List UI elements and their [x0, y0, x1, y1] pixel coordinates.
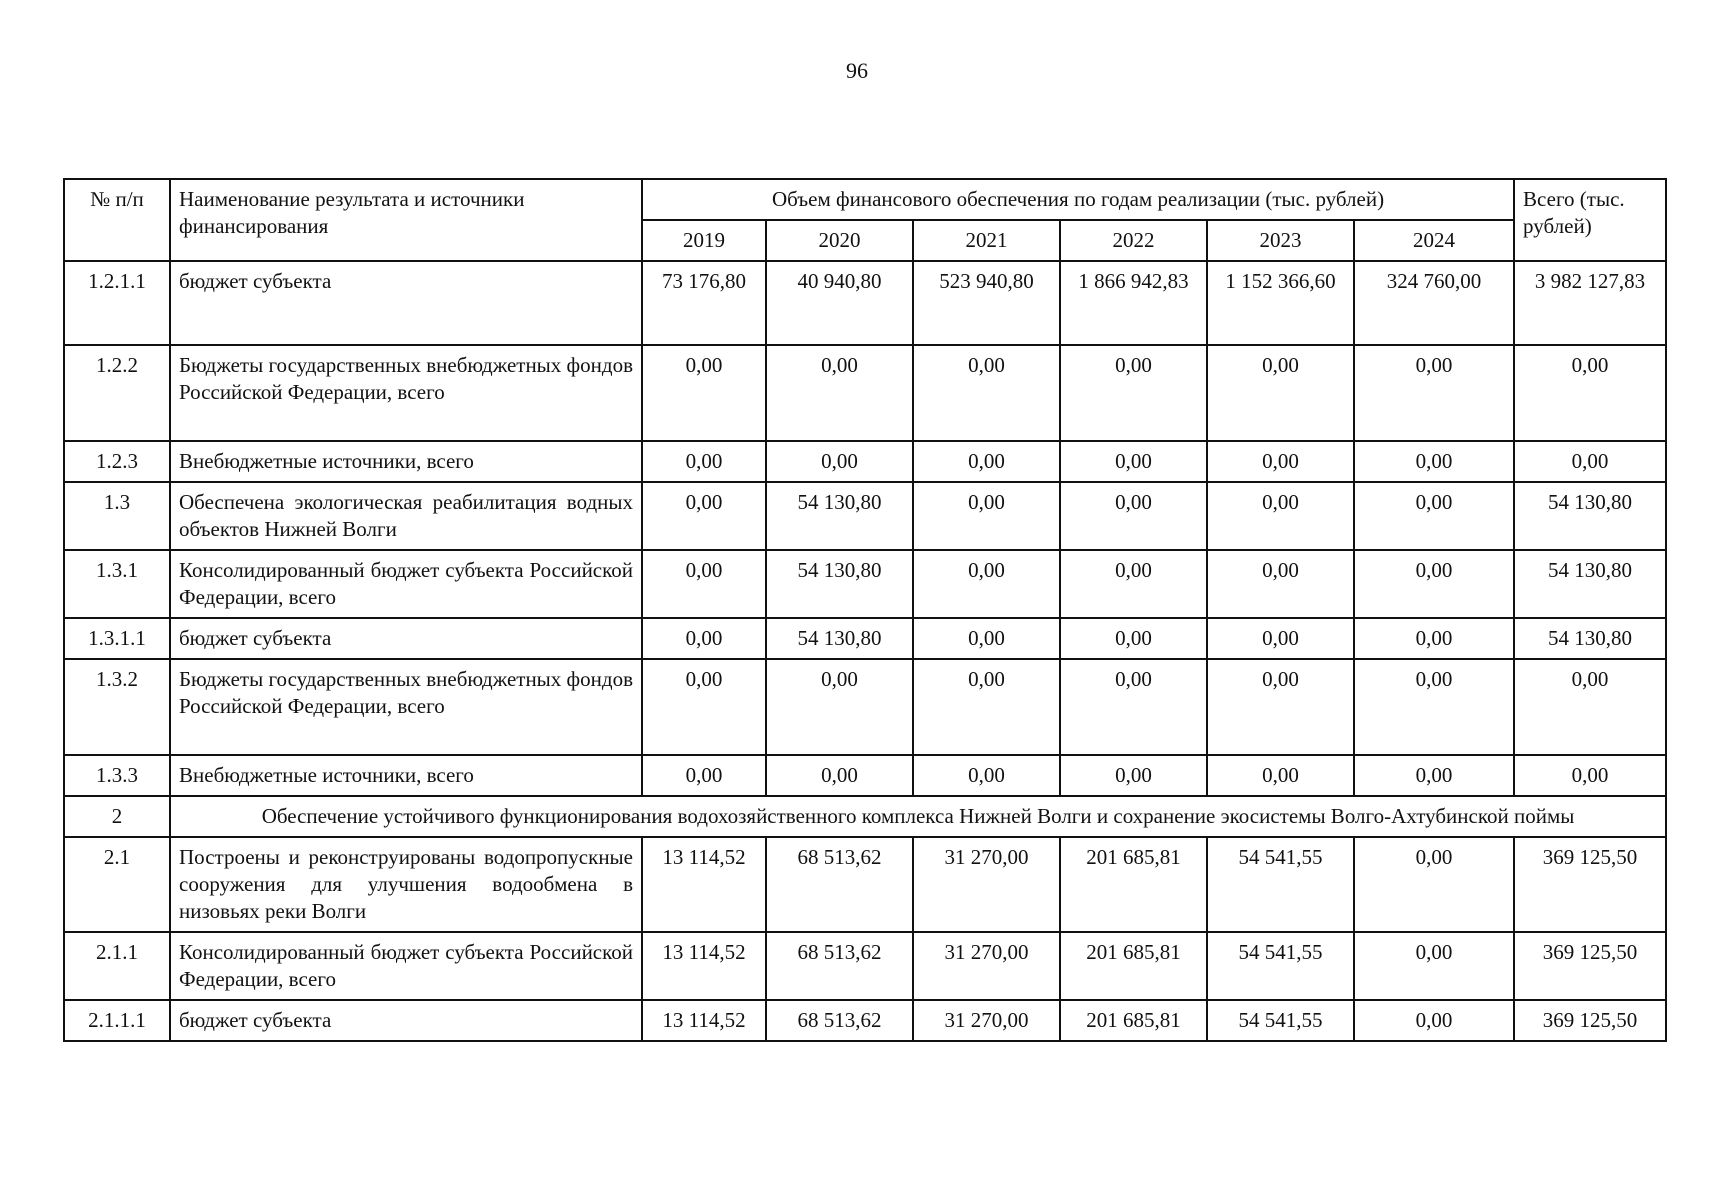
row-value: 0,00 — [766, 345, 913, 441]
row-code: 2.1.1 — [64, 932, 170, 1000]
row-value: 0,00 — [913, 550, 1060, 618]
row-value: 0,00 — [642, 482, 766, 550]
row-value: 1 866 942,83 — [1060, 261, 1207, 345]
row-value: 0,00 — [642, 755, 766, 796]
row-code: 1.2.2 — [64, 345, 170, 441]
row-value: 0,00 — [1060, 482, 1207, 550]
page-number: 96 — [846, 58, 868, 83]
row-code: 1.2.3 — [64, 441, 170, 482]
row-value: 0,00 — [1354, 482, 1514, 550]
row-value: 0,00 — [642, 550, 766, 618]
row-total: 3 982 127,83 — [1514, 261, 1666, 345]
header-year: 2019 — [642, 220, 766, 261]
row-value: 68 513,62 — [766, 1000, 913, 1041]
row-value: 0,00 — [1207, 550, 1354, 618]
financing-table — [63, 178, 1667, 1042]
header-total: Всего (тыс. рублей) — [1514, 179, 1666, 261]
row-value: 0,00 — [766, 755, 913, 796]
header-name: Наименование результата и источники финансирования — [170, 179, 642, 261]
row-code: 1.3.1 — [64, 550, 170, 618]
table-row — [64, 932, 1666, 1000]
row-total: 0,00 — [1514, 755, 1666, 796]
table-row — [64, 482, 1666, 550]
row-value: 54 541,55 — [1207, 932, 1354, 1000]
header-year: 2023 — [1207, 220, 1354, 261]
header-num: № п/п — [64, 179, 170, 261]
table-row — [64, 345, 1666, 441]
row-value: 0,00 — [642, 345, 766, 441]
table-row — [64, 837, 1666, 932]
row-value: 0,00 — [1060, 755, 1207, 796]
table-row — [64, 659, 1666, 755]
row-value: 0,00 — [913, 482, 1060, 550]
row-value: 0,00 — [1060, 441, 1207, 482]
row-name: Обеспечена экологическая реабилитация водных объектов Нижней Волги — [170, 482, 642, 550]
row-value: 0,00 — [913, 659, 1060, 755]
section-code: 2 — [64, 796, 170, 837]
header-year: 2024 — [1354, 220, 1514, 261]
row-name: Построены и реконструированы водопропускные сооружения для улучшения водообмена в низовьях реки Волги — [170, 837, 642, 932]
row-value: 0,00 — [766, 659, 913, 755]
row-value: 0,00 — [1060, 345, 1207, 441]
row-total: 369 125,50 — [1514, 932, 1666, 1000]
row-code: 1.3.3 — [64, 755, 170, 796]
row-value: 0,00 — [1207, 345, 1354, 441]
row-total: 0,00 — [1514, 345, 1666, 441]
row-name: Внебюджетные источники, всего — [170, 441, 642, 482]
row-value: 73 176,80 — [642, 261, 766, 345]
row-value: 0,00 — [1207, 755, 1354, 796]
row-value: 0,00 — [1354, 345, 1514, 441]
row-value: 13 114,52 — [642, 837, 766, 932]
row-value: 0,00 — [1207, 441, 1354, 482]
row-name: Консолидированный бюджет субъекта Российской Федерации, всего — [170, 550, 642, 618]
row-value: 0,00 — [1060, 659, 1207, 755]
row-value: 0,00 — [766, 441, 913, 482]
row-total: 54 130,80 — [1514, 550, 1666, 618]
row-value: 0,00 — [1060, 618, 1207, 659]
row-value: 68 513,62 — [766, 932, 913, 1000]
row-total: 54 130,80 — [1514, 618, 1666, 659]
header-volume: Объем финансового обеспечения по годам реализации (тыс. рублей) — [642, 179, 1514, 220]
row-total: 369 125,50 — [1514, 837, 1666, 932]
row-value: 0,00 — [1207, 482, 1354, 550]
row-total: 0,00 — [1514, 441, 1666, 482]
row-code: 2.1 — [64, 837, 170, 932]
section-title: Обеспечение устойчивого функционирования водохозяйственного комплекса Нижней Волги и сохранение экосистемы Волго-Ахтубинской поймы — [170, 796, 1666, 837]
table-row — [64, 618, 1666, 659]
row-value: 0,00 — [1354, 441, 1514, 482]
row-name: Бюджеты государственных внебюджетных фондов Российской Федерации, всего — [170, 345, 642, 441]
row-value: 54 541,55 — [1207, 1000, 1354, 1041]
row-value: 0,00 — [1354, 1000, 1514, 1041]
row-name: Внебюджетные источники, всего — [170, 755, 642, 796]
row-value: 0,00 — [1060, 550, 1207, 618]
row-total: 369 125,50 — [1514, 1000, 1666, 1041]
row-value: 54 541,55 — [1207, 837, 1354, 932]
row-value: 0,00 — [913, 345, 1060, 441]
row-value: 31 270,00 — [913, 932, 1060, 1000]
row-value: 0,00 — [1207, 618, 1354, 659]
row-name: бюджет субъекта — [170, 1000, 642, 1041]
section-row — [64, 796, 1666, 837]
row-value: 0,00 — [1354, 755, 1514, 796]
row-value: 201 685,81 — [1060, 837, 1207, 932]
row-code: 1.3 — [64, 482, 170, 550]
row-code: 2.1.1.1 — [64, 1000, 170, 1041]
row-value: 201 685,81 — [1060, 1000, 1207, 1041]
row-value: 40 940,80 — [766, 261, 913, 345]
row-value: 0,00 — [913, 618, 1060, 659]
row-code: 1.3.2 — [64, 659, 170, 755]
row-value: 31 270,00 — [913, 837, 1060, 932]
row-value: 0,00 — [642, 618, 766, 659]
header-year: 2021 — [913, 220, 1060, 261]
row-value: 0,00 — [1354, 932, 1514, 1000]
row-value: 54 130,80 — [766, 618, 913, 659]
header-year: 2022 — [1060, 220, 1207, 261]
row-name: бюджет субъекта — [170, 261, 642, 345]
row-value: 0,00 — [1354, 659, 1514, 755]
row-value: 523 940,80 — [913, 261, 1060, 345]
header-year: 2020 — [766, 220, 913, 261]
row-code: 1.3.1.1 — [64, 618, 170, 659]
row-value: 13 114,52 — [642, 932, 766, 1000]
row-value: 0,00 — [913, 755, 1060, 796]
table-row — [64, 550, 1666, 618]
row-value: 0,00 — [1354, 550, 1514, 618]
row-value: 54 130,80 — [766, 482, 913, 550]
row-value: 201 685,81 — [1060, 932, 1207, 1000]
row-value: 0,00 — [642, 441, 766, 482]
row-value: 1 152 366,60 — [1207, 261, 1354, 345]
row-total: 54 130,80 — [1514, 482, 1666, 550]
row-value: 0,00 — [1354, 618, 1514, 659]
table-header — [64, 179, 1666, 261]
row-value: 54 130,80 — [766, 550, 913, 618]
row-name: Консолидированный бюджет субъекта Российской Федерации, всего — [170, 932, 642, 1000]
row-name: Бюджеты государственных внебюджетных фондов Российской Федерации, всего — [170, 659, 642, 755]
row-value: 324 760,00 — [1354, 261, 1514, 345]
row-value: 0,00 — [642, 659, 766, 755]
row-value: 68 513,62 — [766, 837, 913, 932]
table-row — [64, 1000, 1666, 1041]
row-value: 31 270,00 — [913, 1000, 1060, 1041]
table-row — [64, 261, 1666, 345]
row-name: бюджет субъекта — [170, 618, 642, 659]
row-total: 0,00 — [1514, 659, 1666, 755]
row-value: 0,00 — [913, 441, 1060, 482]
row-code: 1.2.1.1 — [64, 261, 170, 345]
table-body — [64, 261, 1666, 1041]
row-value: 0,00 — [1207, 659, 1354, 755]
row-value: 0,00 — [1354, 837, 1514, 932]
table-row — [64, 755, 1666, 796]
table-row — [64, 441, 1666, 482]
row-value: 13 114,52 — [642, 1000, 766, 1041]
